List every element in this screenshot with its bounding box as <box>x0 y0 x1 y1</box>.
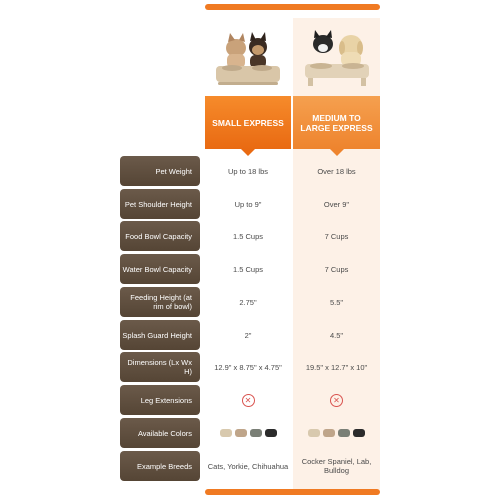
cell-large-pet-weight: Over 18 lbs <box>317 166 356 176</box>
color-swatch-small-3 <box>265 429 277 437</box>
small-feeder-with-cat-and-dog-image <box>208 28 288 90</box>
cell-large-dimensions: 19.5" x 12.7" x 10" <box>305 362 368 372</box>
color-swatches-small <box>220 429 277 437</box>
cell-large-splash-guard-height: 4.5" <box>329 330 344 340</box>
row-label-splash-guard-height: Splash Guard Height <box>120 320 200 350</box>
row-label-shoulder-height: Pet Shoulder Height <box>120 189 200 219</box>
color-swatches-large <box>308 429 365 437</box>
color-swatch-small-1 <box>235 429 247 437</box>
row-label-leg-extensions: Leg Extensions <box>120 385 200 415</box>
color-swatch-small-2 <box>250 429 262 437</box>
cell-small-example-breeds: Cats, Yorkie, Chihuahua <box>207 461 289 471</box>
row-label-available-colors: Available Colors <box>120 418 200 448</box>
cell-large-water-bowl-capacity: 7 Cups <box>324 264 349 274</box>
column-header-small-express: SMALL EXPRESS <box>205 96 291 149</box>
row-label-pet-weight: Pet Weight <box>120 156 200 186</box>
header-notch-large <box>330 149 344 156</box>
row-label-water-bowl-capacity: Water Bowl Capacity <box>120 254 200 284</box>
color-swatch-large-3 <box>353 429 365 437</box>
cell-large-leg-extensions <box>293 385 380 415</box>
large-feeder-with-dogs-image <box>297 28 377 90</box>
color-swatch-small-0 <box>220 429 232 437</box>
color-swatch-large-0 <box>308 429 320 437</box>
row-label-dimensions: Dimensions (Lx Wx H) <box>120 352 200 382</box>
top-accent-bar <box>205 4 380 10</box>
cell-small-leg-extensions <box>205 385 291 415</box>
color-swatch-large-1 <box>323 429 335 437</box>
cell-large-example-breeds: Cocker Spaniel, Lab, Bulldog <box>301 457 372 475</box>
color-swatch-large-2 <box>338 429 350 437</box>
cell-small-splash-guard-height: 2" <box>244 330 252 340</box>
cell-small-feeding-height: 2.75" <box>239 297 257 307</box>
cell-small-pet-weight: Up to 18 lbs <box>227 166 269 176</box>
x-circle-icon: ✕ <box>330 394 343 407</box>
bottom-accent-bar <box>205 489 380 495</box>
row-label-feeding-height: Feeding Height (at rim of bowl) <box>120 287 200 317</box>
cell-small-shoulder-height: Up to 9" <box>234 199 262 209</box>
cell-large-shoulder-height: Over 9" <box>323 199 350 209</box>
cell-large-feeding-height: 5.5" <box>329 297 344 307</box>
cell-small-water-bowl-capacity: 1.5 Cups <box>232 264 264 274</box>
x-circle-icon: ✕ <box>242 394 255 407</box>
row-label-food-bowl-capacity: Food Bowl Capacity <box>120 221 200 251</box>
row-label-example-breeds: Example Breeds <box>120 451 200 481</box>
cell-small-food-bowl-capacity: 1.5 Cups <box>232 231 264 241</box>
header-notch-small <box>241 149 255 156</box>
column-header-medium-large-express: MEDIUM TO LARGE EXPRESS <box>293 96 380 149</box>
cell-large-food-bowl-capacity: 7 Cups <box>324 231 349 241</box>
cell-small-available-colors <box>205 418 291 448</box>
cell-small-dimensions: 12.9" x 8.75" x 4.75" <box>214 362 282 372</box>
cell-large-available-colors <box>293 418 380 448</box>
